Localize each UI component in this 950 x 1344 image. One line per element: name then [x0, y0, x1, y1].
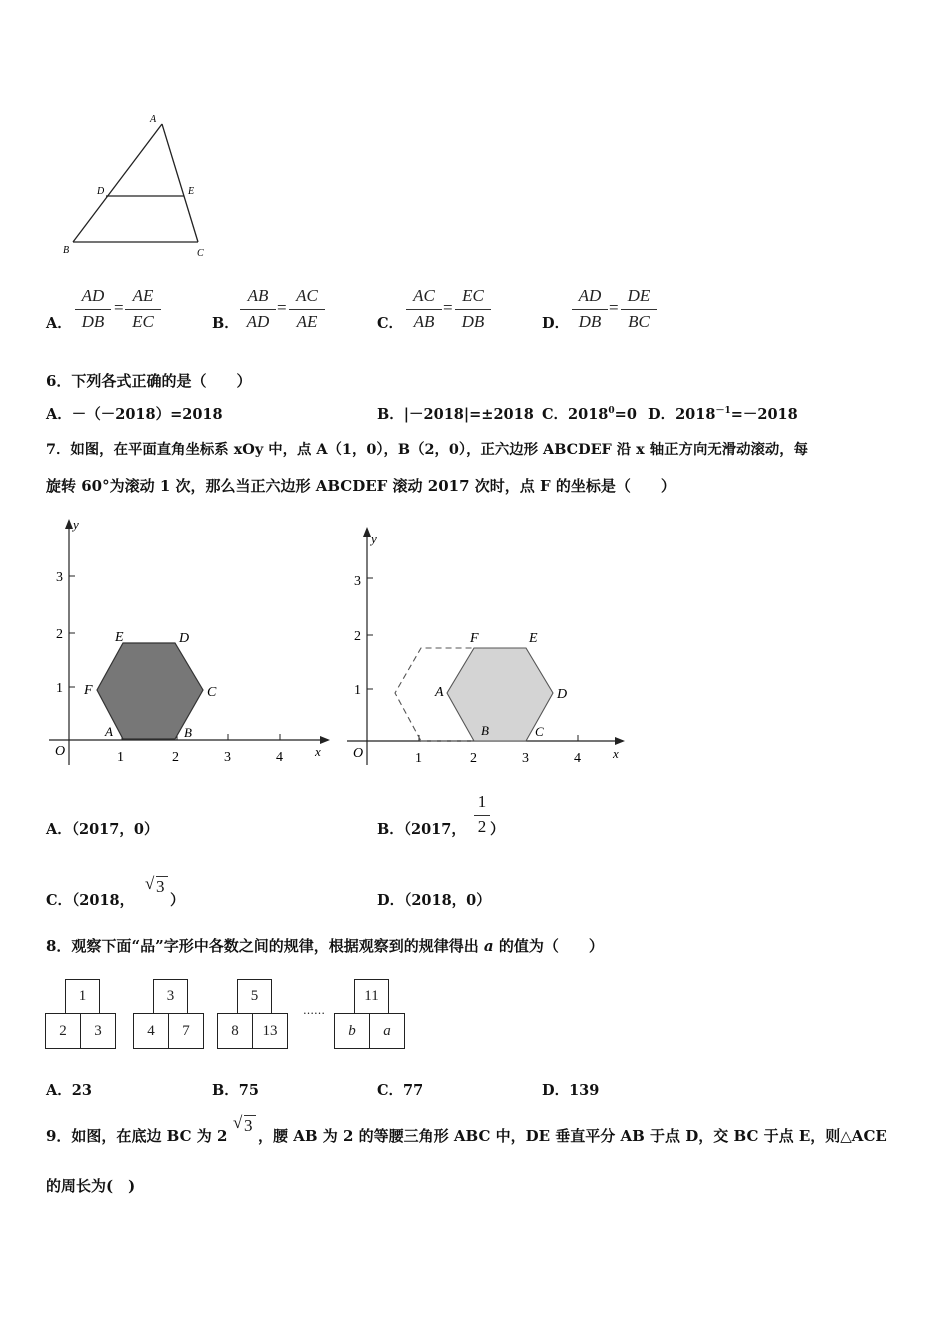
pin-top-cell: 3	[153, 979, 188, 1014]
q7-left-figure	[45, 515, 335, 775]
q6-option-b[interactable]: B．|－2018|=±2018	[377, 406, 534, 423]
svg-text:1: 1	[117, 750, 124, 765]
svg-text:B: B	[184, 725, 192, 740]
svg-text:E: E	[115, 630, 124, 645]
q9-stem-rest: ，腰 AB 为 2 的等腰三角形 ABC 中，DE 垂直平分 AB 于点 D，交 BC 于点 E，则△ACE	[258, 1127, 887, 1145]
q7-option-c-suffix: ）	[170, 892, 185, 909]
svg-text:D: D	[557, 687, 568, 702]
svg-text:C: C	[207, 685, 217, 700]
fraction-left: AD DB	[570, 286, 610, 336]
q6-option-d-base: D．2018	[648, 406, 716, 423]
q8-stem: 8．观察下面“品”字形中各数之间的规律，根据观察到的规律得出 a 的值为（ ）	[46, 937, 604, 955]
svg-text:3: 3	[224, 750, 231, 765]
fraction-numerator: 1	[477, 792, 487, 811]
sqrt-symbol: √	[145, 874, 155, 893]
q8-option-b[interactable]: B．75	[212, 1082, 259, 1099]
fraction-left: AC AB	[404, 286, 444, 336]
q6-stem: 6．下列各式正确的是（ ）	[46, 372, 252, 390]
q6-option-d[interactable]	[648, 403, 798, 424]
svg-text:A: A	[435, 685, 444, 700]
q6-option-c[interactable]	[542, 403, 637, 424]
svg-text:x: x	[613, 746, 619, 761]
svg-text:x: x	[315, 744, 321, 759]
fraction-right: DE BC	[619, 286, 659, 336]
svg-text:2: 2	[56, 627, 63, 642]
svg-text:4: 4	[276, 750, 283, 765]
svg-text:2: 2	[354, 629, 361, 644]
q9-stem-prefix: 9．如图，在底边 BC 为 2	[46, 1127, 228, 1145]
q7-stem-line1: 7．如图，在平面直角坐标系 xOy 中，点 A（1，0），B（2，0），正六边形 ABCDEF 沿 x 轴正方向无滑动滚动，每	[46, 441, 809, 458]
label-C: C	[197, 248, 204, 259]
q7-option-b-prefix: B．（2017，	[377, 821, 466, 838]
svg-text:F: F	[470, 631, 479, 646]
label-D: D	[97, 186, 105, 197]
svg-text:4: 4	[574, 751, 581, 766]
pin-left-cell: 2	[45, 1013, 81, 1049]
svg-text:A: A	[105, 724, 113, 739]
svg-text:y: y	[73, 517, 79, 532]
option-letter: A．	[46, 315, 72, 332]
fraction-denominator: 2	[477, 817, 487, 836]
svg-text:3: 3	[354, 574, 361, 589]
pin-right-cell: 7	[168, 1013, 204, 1049]
svg-text:E: E	[529, 631, 538, 646]
sqrt-symbol: √	[233, 1113, 243, 1132]
pin-top-cell: 1	[65, 979, 100, 1014]
svg-text:O: O	[353, 746, 364, 761]
q6-option-a[interactable]: A．－（－2018）=2018	[46, 406, 223, 423]
svg-text:3: 3	[522, 751, 529, 766]
q7-option-b-suffix: ）	[490, 821, 505, 838]
svg-text:1: 1	[56, 681, 63, 696]
pin-left-cell: 8	[217, 1013, 253, 1049]
pin-left-cell: 4	[133, 1013, 169, 1049]
fraction-right: AC AE	[287, 286, 327, 336]
label-A: A	[150, 114, 157, 125]
pin-right-cell: 3	[80, 1013, 116, 1049]
q6-option-d-rest: =－2018	[730, 406, 798, 423]
q6-option-c-base: C．2018	[542, 406, 609, 423]
q8-option-d[interactable]: D．139	[542, 1082, 600, 1099]
sqrt-radicand: 3	[156, 876, 168, 897]
q6-option-d-exponent: －1	[715, 406, 731, 417]
fraction-right: AE EC	[123, 286, 163, 336]
svg-text:1: 1	[354, 683, 361, 698]
pin-left-cell: b	[334, 1013, 370, 1049]
svg-text:F: F	[84, 683, 93, 698]
fraction-left: AD DB	[73, 286, 113, 336]
pin-right-cell: 13	[252, 1013, 288, 1049]
sqrt-radicand: 3	[244, 1115, 256, 1136]
ellipsis: ……	[303, 1004, 325, 1017]
svg-text:O: O	[55, 744, 66, 759]
label-E: E	[188, 186, 195, 197]
q5-triangle-figure	[55, 110, 225, 265]
fraction-left: AB AD	[238, 286, 278, 336]
q7-option-d[interactable]: D．（2018，0）	[377, 892, 491, 909]
svg-text:y: y	[371, 531, 377, 546]
option-letter: B．	[212, 315, 239, 332]
pin-right-cell: a	[369, 1013, 405, 1049]
svg-text:1: 1	[415, 751, 422, 766]
q6-option-c-rest: =0	[614, 406, 637, 423]
pin-top-cell: 5	[237, 979, 272, 1014]
fraction-right: EC DB	[453, 286, 493, 336]
q7-right-figure	[343, 525, 633, 775]
option-letter: C．	[377, 315, 404, 332]
svg-text:2: 2	[470, 751, 477, 766]
q9-stem-line2: 的周长为( )	[46, 1177, 136, 1195]
q8-option-c[interactable]: C．77	[377, 1082, 424, 1099]
fraction-bar	[474, 815, 490, 816]
svg-text:3: 3	[56, 570, 63, 585]
svg-text:2: 2	[172, 750, 179, 765]
label-B: B	[63, 245, 70, 256]
svg-text:C: C	[535, 724, 544, 739]
svg-text:D: D	[179, 631, 190, 646]
svg-text:B: B	[481, 723, 489, 738]
q7-option-c-prefix: C．（2018，	[46, 892, 135, 909]
q6-option-c-exponent: 0	[608, 406, 615, 417]
q8-option-a[interactable]: A．23	[46, 1082, 92, 1099]
option-letter: D．	[542, 315, 570, 332]
q7-option-a[interactable]: A．（2017，0）	[46, 821, 159, 838]
q7-stem-line2: 旋转 60°为滚动 1 次，那么当正六边形 ABCDEF 滚动 2017 次时，点 F 的坐标是（ ）	[46, 477, 676, 495]
pin-top-cell: 11	[354, 979, 389, 1014]
